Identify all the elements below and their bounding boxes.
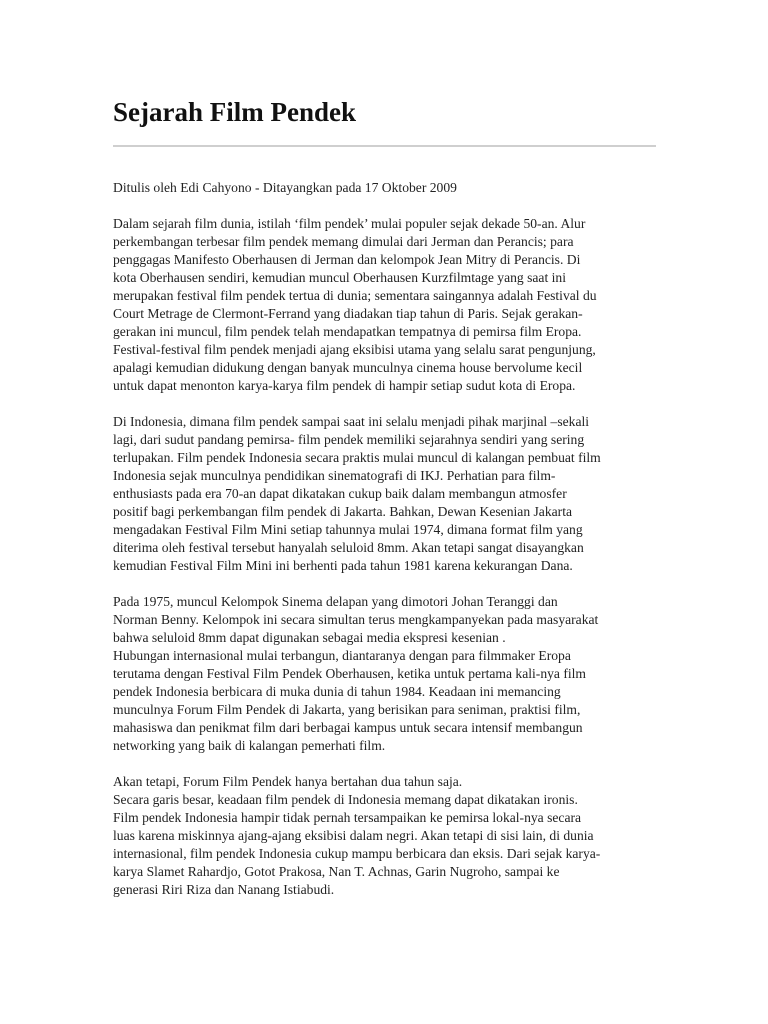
- title-divider: [113, 145, 656, 147]
- paragraph: [113, 773, 656, 899]
- text-line: luas karena miskinnya ajang-ajang eksibisi dalam negri. Akan tetapi di sisi lain, di dunia: [113, 828, 594, 843]
- text-line: Film pendek Indonesia hampir tidak pernah tersampaikan ke pemirsa lokal-nya secara: [113, 810, 582, 825]
- text-line: Festival-festival film pendek menjadi ajang eksibisi utama yang selalu sarat pengunjung,: [113, 342, 596, 357]
- paragraph: [113, 593, 656, 755]
- text-line: lagi, dari sudut pandang pemirsa- film pendek memiliki sejarahnya sendiri yang sering: [113, 432, 585, 447]
- text-line: pendek Indonesia berbicara di muka dunia di tahun 1984. Keadaan ini memancing: [113, 684, 561, 699]
- text-line: terutama dengan Festival Film Pendek Oberhausen, ketika untuk pertama kali-nya film: [113, 666, 587, 681]
- document-page: [113, 92, 656, 899]
- text-line: kota Oberhausen sendiri, kemudian muncul Oberhausen Kurzfilmtage yang saat ini: [113, 270, 566, 285]
- page-title: Sejarah Film Pendek: [113, 97, 356, 127]
- text-line: bahwa seluloid 8mm dapat digunakan sebagai media ekspresi kesenian .: [113, 630, 506, 645]
- text-line: networking yang baik di kalangan pemerhati film.: [113, 738, 386, 753]
- text-line: perkembangan terbesar film pendek memang dimulai dari Jerman dan Perancis; para: [113, 234, 574, 249]
- text-line: Dalam sejarah film dunia, istilah ‘film pendek’ mulai populer sejak dekade 50-an. Alur: [113, 216, 586, 231]
- text-line: penggagas Manifesto Oberhausen di Jerman dan kelompok Jean Mitry di Perancis. Di: [113, 252, 581, 267]
- text-line: Norman Benny. Kelompok ini secara simultan terus mengkampanyekan pada masyarakat: [113, 612, 599, 627]
- text-line: Court Metrage de Clermont-Ferrand yang diadakan tiap tahun di Paris. Sejak gerakan-: [113, 306, 583, 321]
- paragraph: [113, 215, 656, 395]
- paragraph: [113, 413, 656, 575]
- text-line: mahasiswa dan penikmat film dari berbagai kampus untuk secara intensif membangun: [113, 720, 583, 735]
- text-line: kemudian Festival Film Mini ini berhenti pada tahun 1981 karena kekurangan Dana.: [113, 558, 573, 573]
- text-line: generasi Riri Riza dan Nanang Istiabudi.: [113, 882, 335, 897]
- text-line: Indonesia sejak munculnya pendidikan sinematografi di IKJ. Perhatian para film-: [113, 468, 556, 483]
- text-line: Pada 1975, muncul Kelompok Sinema delapan yang dimotori Johan Teranggi dan: [113, 594, 558, 609]
- byline: Ditulis oleh Edi Cahyono - Ditayangkan pada 17 Oktober 2009: [113, 180, 457, 195]
- text-line: apalagi kemudian didukung dengan banyak munculnya cinema house bervolume kecil: [113, 360, 583, 375]
- text-line: Akan tetapi, Forum Film Pendek hanya bertahan dua tahun saja.: [113, 774, 463, 789]
- text-line: untuk dapat menonton karya-karya film pendek di hampir setiap sudut kota di Eropa.: [113, 378, 576, 393]
- text-line: mengadakan Festival Film Mini setiap tahunnya mulai 1974, dimana format film yang: [113, 522, 583, 537]
- text-line: gerakan ini muncul, film pendek telah mendapatkan tempatnya di pemirsa film Eropa.: [113, 324, 582, 339]
- text-line: enthusiasts pada era 70-an dapat dikatakan cukup baik dalam membangun atmosfer: [113, 486, 567, 501]
- text-line: munculnya Forum Film Pendek di Jakarta, yang berisikan para seniman, praktisi film,: [113, 702, 581, 717]
- text-line: diterima oleh festival tersebut hanyalah seluloid 8mm. Akan tetapi sangat disayangkan: [113, 540, 584, 555]
- text-line: internasional, film pendek Indonesia cukup mampu berbicara dan eksis. Dari sejak karya-: [113, 846, 601, 861]
- text-line: karya Slamet Rahardjo, Gotot Prakosa, Nan T. Achnas, Garin Nugroho, sampai ke: [113, 864, 560, 879]
- text-line: Di Indonesia, dimana film pendek sampai saat ini selalu menjadi pihak marjinal –sekali: [113, 414, 590, 429]
- text-line: merupakan festival film pendek tertua di dunia; sementara saingannya adalah Festival du: [113, 288, 597, 303]
- text-line: Hubungan internasional mulai terbangun, diantaranya dengan para filmmaker Eropa: [113, 648, 571, 663]
- text-line: Secara garis besar, keadaan film pendek di Indonesia memang dapat dikatakan ironis.: [113, 792, 578, 807]
- text-line: positif bagi perkembangan film pendek di Jakarta. Bahkan, Dewan Kesenian Jakarta: [113, 504, 573, 519]
- text-line: terlupakan. Film pendek Indonesia secara praktis mulai muncul di kalangan pembuat film: [113, 450, 601, 465]
